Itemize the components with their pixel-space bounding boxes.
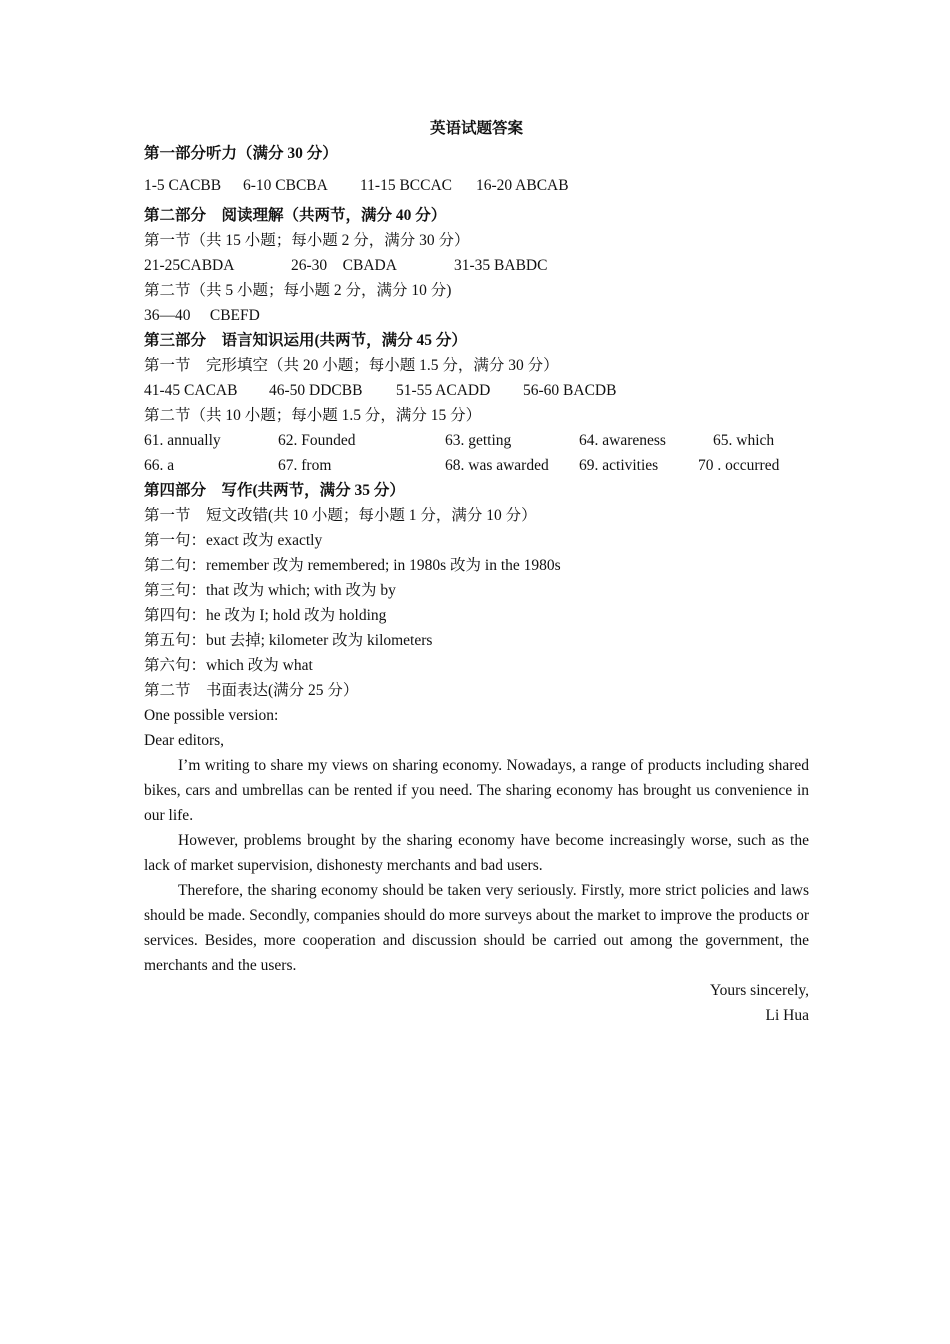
part3-section1-answers [144,378,809,403]
essay-greeting: Dear editors, [144,732,225,749]
essay-signature: Li Hua [765,1007,809,1024]
part1-heading: 第一部分听力（满分 30 分） [144,145,338,162]
part3-answers-row1 [144,428,809,453]
essay-paragraph: Therefore, the sharing economy should be taken very seriously. Firstly, more strict policies and laws should be made. Secondly, companies should do more surveys about the market to improve the products or services. Besides, more cooperation and discussion should be carried out among the government, the merchants and the users. [144,882,809,974]
answer-group: 11-15 BCCAC [360,177,453,194]
answer-group: 26-30 CBADA [291,257,397,274]
answer-group: 21-25CABDA [144,257,235,274]
part3-heading: 第三部分 语言知识运用(共两节，满分 45 分） [144,332,467,349]
answer-item: 68. was awarded [445,457,549,474]
correction-line: 第三句：that 改为 which; with 改为 by [144,582,396,599]
part2-section1-answers [144,253,809,278]
essay-version-label: One possible version: [144,707,279,724]
answer-item: 70 . occurred [698,457,780,474]
part1-answers [144,173,809,198]
answer-group: 1-5 CACBB [144,177,222,194]
answer-group: 31-35 BABDC [454,257,548,274]
part2-section2: 第二节（共 5 小题；每小题 2 分，满分 10 分) [144,282,452,299]
answer-item: 63. getting [445,432,512,449]
answer-group: 51-55 ACADD [396,382,491,399]
correction-line: 第一句：exact 改为 exactly [144,532,323,549]
answer-group: 6-10 CBCBA [243,177,328,194]
part4-section2: 第二节 书面表达(满分 25 分） [144,682,359,699]
answer-group: 16-20 ABCAB [476,177,569,194]
part3-answers-row2 [144,453,809,478]
part4-heading: 第四部分 写作(共两节，满分 35 分） [144,482,405,499]
correction-line: 第六句：which 改为 what [144,657,313,674]
answer-item: 69. activities [579,457,659,474]
answer-item: 66. a [144,457,175,474]
answer-item: 65. which [713,432,775,449]
part2-section2-answers: 36—40 CBEFD [144,307,260,324]
page-title: 英语试题答案 [429,120,523,137]
part3-section2: 第二节（共 10 小题；每小题 1.5 分，满分 15 分） [144,407,482,424]
essay-closing: Yours sincerely, [709,982,809,999]
answer-item: 67. from [278,457,332,474]
answer-group: 56-60 BACDB [523,382,617,399]
answer-group: 41-45 CACAB [144,382,238,399]
part2-heading: 第二部分 阅读理解（共两节，满分 40 分） [144,207,447,224]
answer-content [144,116,809,1028]
correction-line: 第五句：but 去掉; kilometer 改为 kilometers [144,632,433,649]
essay-paragraph: I’m writing to share my views on sharing economy. Nowadays, a range of products including shared bikes, cars and umbrellas can be rented if you need. The sharing economy has brought us convenience in our life. [144,757,809,824]
answer-group: 46-50 DDCBB [269,382,363,399]
answer-item: 61. annually [144,432,221,449]
answer-item: 62. Founded [278,432,356,449]
part2-section1: 第一节（共 15 小题；每小题 2 分，满分 30 分） [144,232,470,249]
part4-section1: 第一节 短文改错(共 10 小题；每小题 1 分，满分 10 分） [144,507,537,524]
answer-item: 64. awareness [579,432,666,449]
correction-line: 第二句：remember 改为 remembered; in 1980s 改为 in the 1980s [144,557,561,574]
part3-section1: 第一节 完形填空（共 20 小题；每小题 1.5 分，满分 30 分） [144,357,559,374]
essay-paragraph: However, problems brought by the sharing economy have become increasingly worse, such as the lack of market supervision, dishonesty merchants and bad users. [144,832,809,874]
correction-line: 第四句：he 改为 I; hold 改为 holding [144,607,387,624]
